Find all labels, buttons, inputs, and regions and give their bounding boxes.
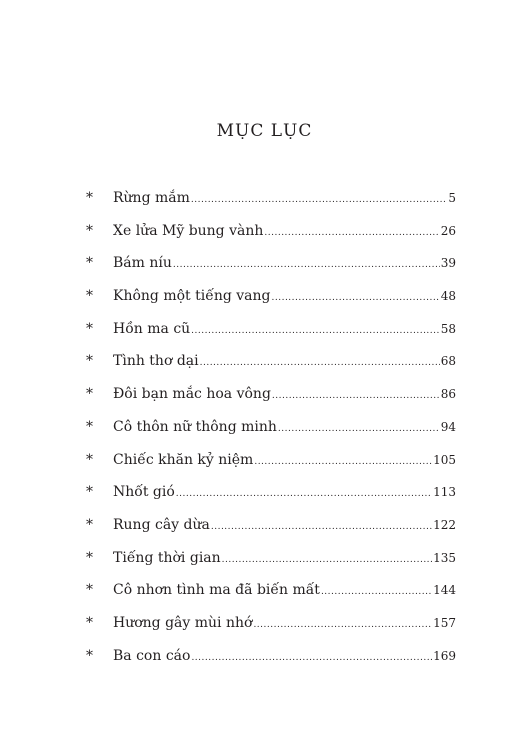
- dot-leader: [191, 188, 447, 212]
- toc-entry[interactable]: [86, 251, 456, 284]
- toc-entry[interactable]: [86, 219, 456, 252]
- toc-entry-title: Ba con cáo: [113, 647, 191, 664]
- bullet-marker: *: [86, 353, 93, 370]
- bullet-marker: *: [86, 582, 93, 599]
- dot-leader: [264, 221, 439, 245]
- toc-entry-title: Tình thơ dại: [113, 353, 199, 370]
- toc-page-number: 122: [433, 517, 456, 532]
- bullet-marker: *: [86, 647, 93, 664]
- bullet-marker: *: [86, 484, 93, 501]
- dot-leader: [253, 613, 432, 637]
- dot-leader: [272, 286, 440, 310]
- bullet-marker: *: [86, 549, 93, 566]
- toc-entry[interactable]: [86, 611, 456, 644]
- toc-entry[interactable]: [86, 349, 456, 382]
- toc-entry-title: Đôi bạn mắc hoa vông: [113, 386, 271, 403]
- toc-entry[interactable]: [86, 578, 456, 611]
- toc-entry-title: Nhốt gió: [113, 484, 175, 501]
- toc-page-number: 157: [433, 615, 456, 630]
- toc-entry-title: Hương gây mùi nhớ: [113, 614, 253, 631]
- toc-entry[interactable]: [86, 317, 456, 350]
- dot-leader: [191, 319, 440, 343]
- toc-page-number: 169: [433, 648, 456, 663]
- toc-page-number: 58: [440, 321, 456, 336]
- bullet-marker: *: [86, 190, 93, 206]
- bullet-marker: *: [86, 222, 93, 239]
- toc-page-number: 144: [433, 583, 456, 598]
- table-of-contents: [86, 186, 456, 676]
- toc-entry[interactable]: [86, 546, 456, 579]
- toc-entry-title: Chiếc khăn kỷ niệm: [113, 451, 254, 468]
- toc-entry[interactable]: [86, 382, 456, 415]
- toc-page-number: 48: [440, 289, 456, 304]
- toc-page-number: 68: [440, 354, 456, 369]
- bullet-marker: *: [86, 386, 93, 403]
- toc-entry-title: Cô thôn nữ thông minh: [113, 418, 277, 435]
- dot-leader: [254, 450, 432, 474]
- toc-entry[interactable]: [86, 513, 456, 546]
- bullet-marker: *: [86, 288, 93, 305]
- toc-page-number: 135: [433, 550, 456, 565]
- toc-entry[interactable]: [86, 284, 456, 317]
- bullet-marker: *: [86, 255, 93, 272]
- toc-entry-title: Không một tiếng vang: [113, 288, 271, 305]
- dot-leader: [173, 253, 440, 277]
- dot-leader: [222, 548, 432, 572]
- toc-page-number: 5: [448, 191, 456, 205]
- dot-leader: [191, 646, 432, 670]
- toc-page-number: 39: [440, 256, 456, 271]
- toc-entry[interactable]: [86, 186, 456, 219]
- toc-page-number: 105: [433, 452, 456, 467]
- page-title: MỤC LỤC: [216, 121, 313, 141]
- dot-leader: [176, 482, 432, 506]
- bullet-marker: *: [86, 451, 93, 468]
- bullet-marker: *: [86, 320, 93, 337]
- toc-entry-title: Xe lửa Mỹ bung vành: [113, 222, 264, 239]
- toc-page-number: 26: [440, 223, 456, 238]
- toc-entry-title: Rung cây dừa: [113, 516, 210, 533]
- dot-leader: [321, 580, 432, 604]
- toc-page-number: 113: [433, 485, 456, 500]
- toc-page-number: 94: [440, 419, 456, 434]
- toc-page-number: 86: [440, 387, 456, 402]
- toc-entry[interactable]: [86, 415, 456, 448]
- bullet-marker: *: [86, 418, 93, 435]
- dot-leader: [200, 351, 440, 375]
- toc-entry-title: Hồn ma cũ: [113, 320, 191, 337]
- toc-entry[interactable]: [86, 480, 456, 513]
- toc-entry[interactable]: [86, 448, 456, 481]
- toc-entry-title: Cô nhơn tình ma đã biến mất: [113, 582, 320, 599]
- toc-entry-title: Bám níu: [113, 255, 172, 272]
- toc-entry-title: Rừng mắm: [113, 190, 190, 206]
- toc-entry-title: Tiếng thời gian: [113, 549, 221, 566]
- dot-leader: [278, 417, 440, 441]
- dot-leader: [211, 515, 432, 539]
- bullet-marker: *: [86, 614, 93, 631]
- dot-leader: [272, 384, 440, 408]
- toc-entry[interactable]: [86, 644, 456, 677]
- bullet-marker: *: [86, 516, 93, 533]
